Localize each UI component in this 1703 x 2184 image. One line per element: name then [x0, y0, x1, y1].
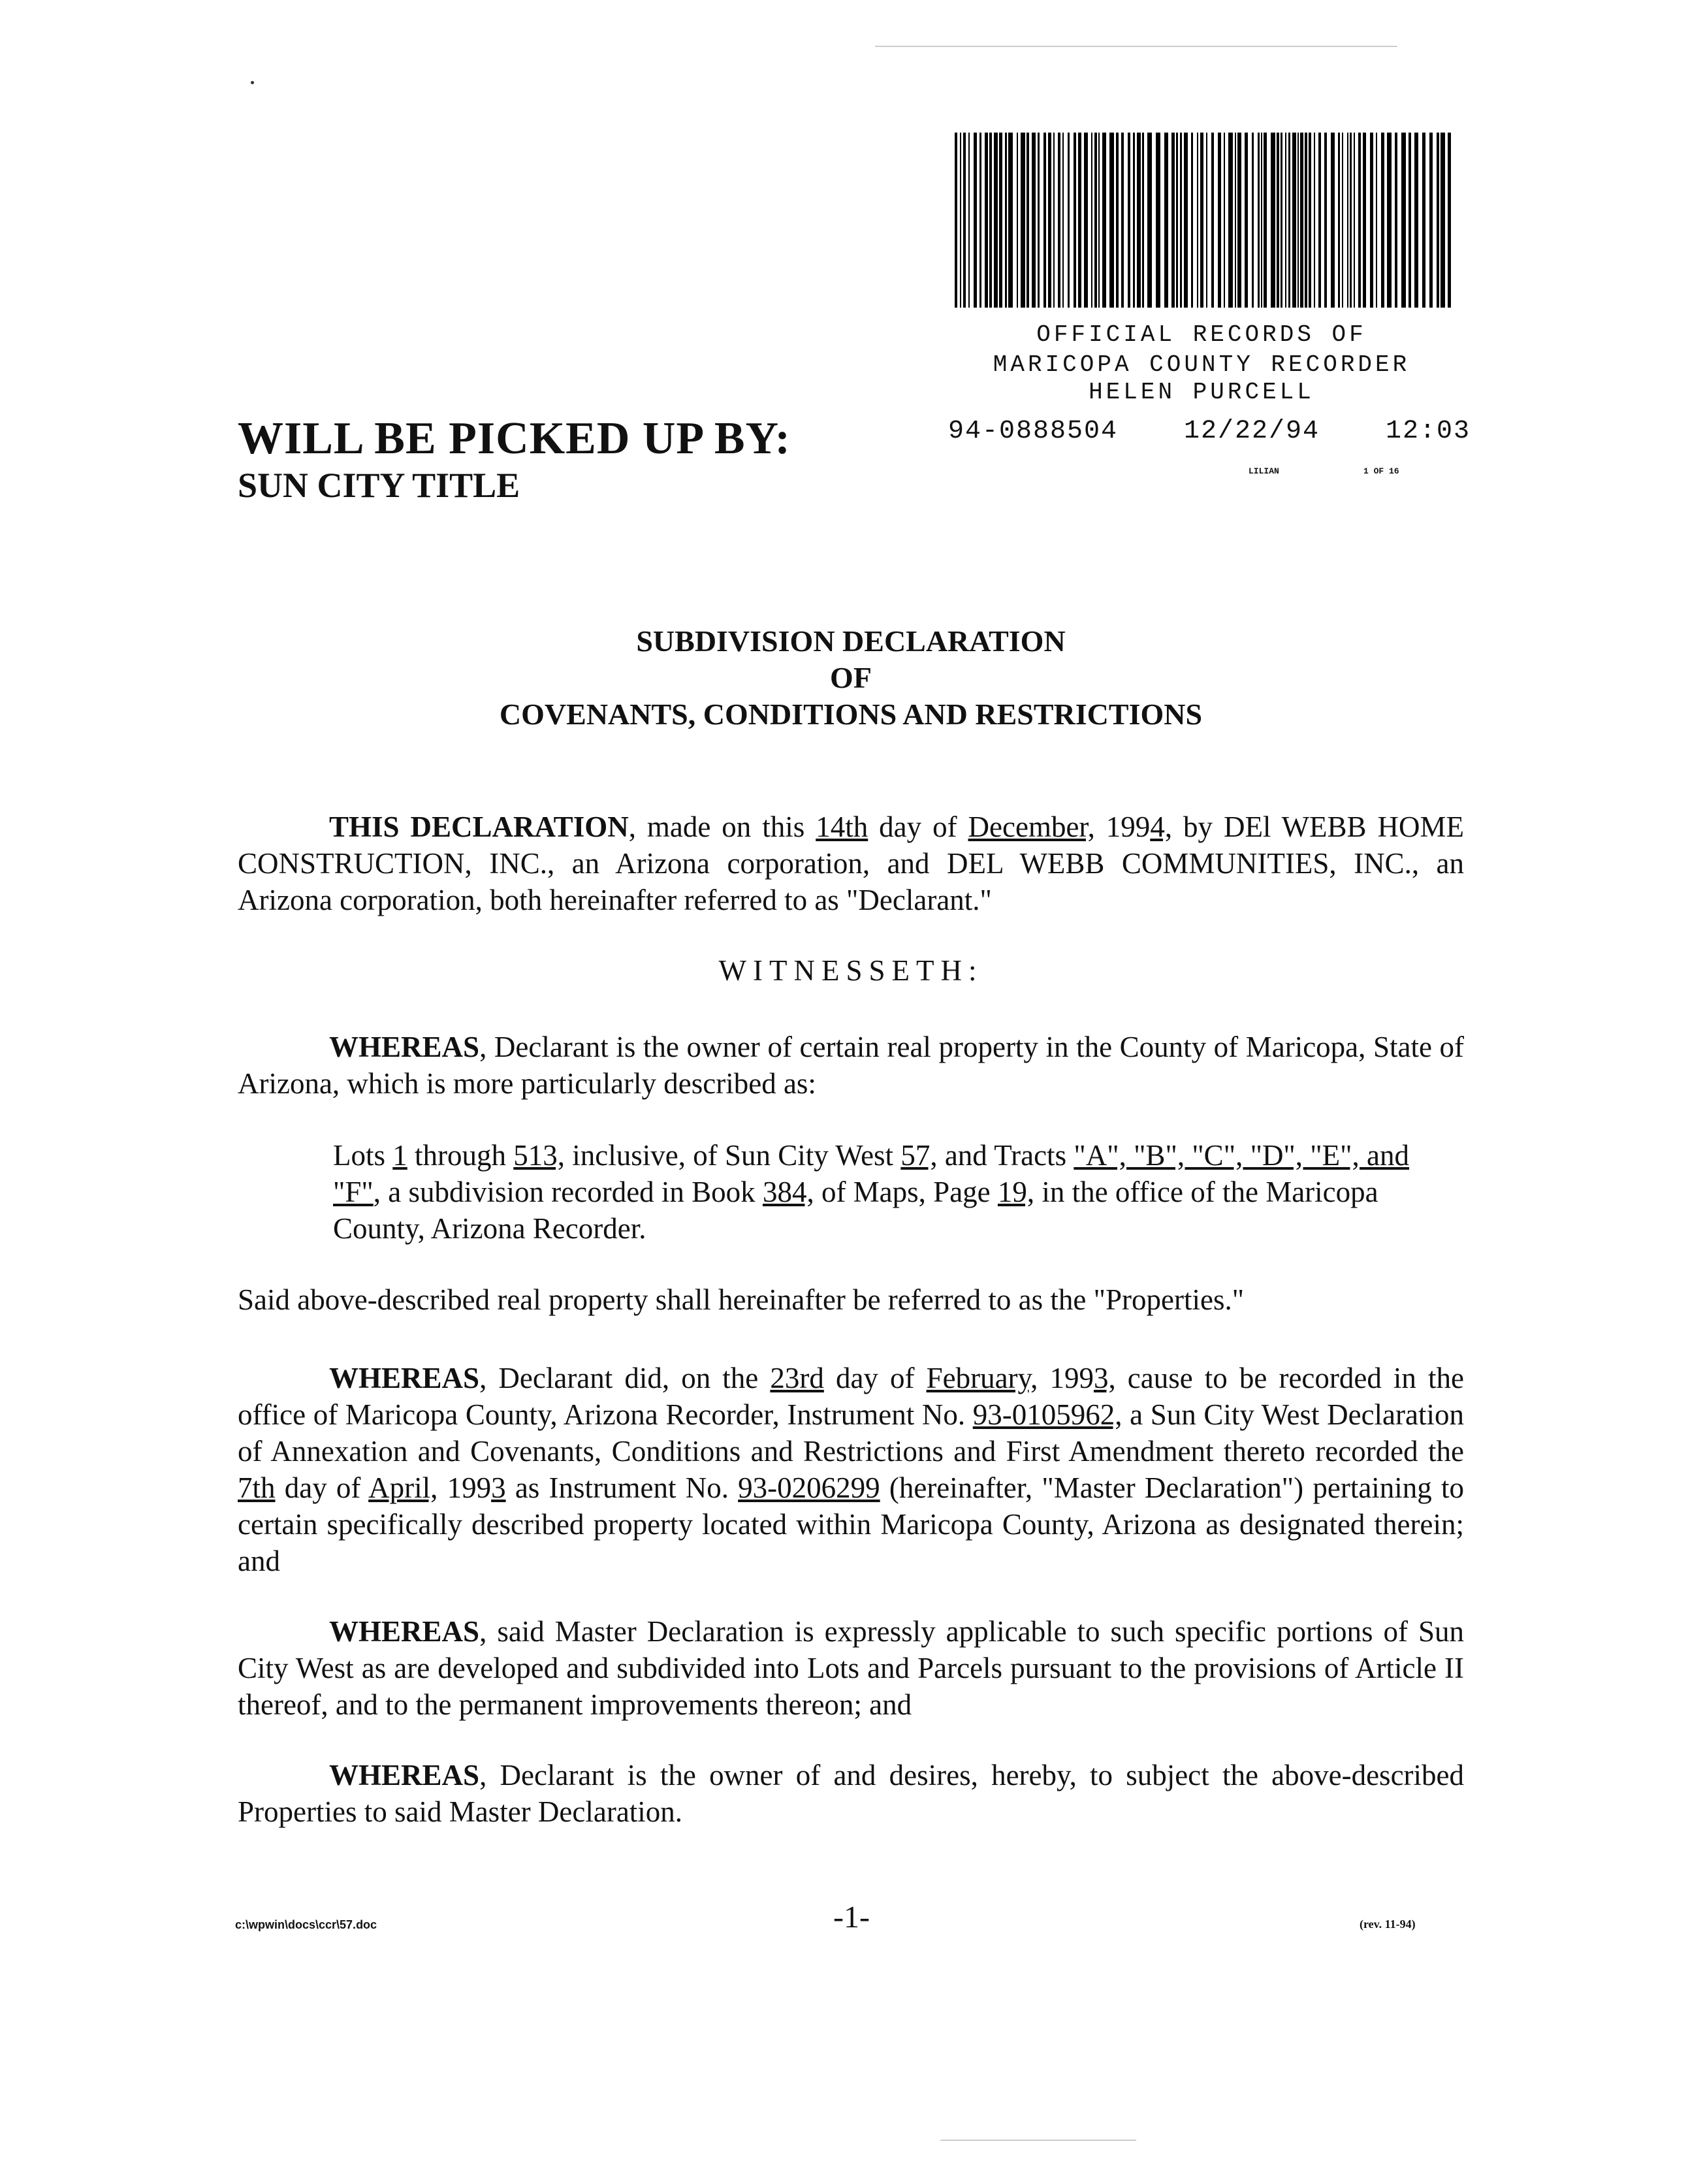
barcode-bar	[1171, 133, 1175, 308]
declaration-year-digit: 4,	[1150, 811, 1173, 843]
barcode-bar	[1206, 133, 1207, 308]
barcode-bar	[1350, 133, 1352, 308]
barcode-bar	[1271, 133, 1275, 308]
legal-description: Lots 1 through 513, inclusive, of Sun City West 57, and Tracts "A", "B", "C", "D", "E", and "F", a subdivision recorded in Book 384, of Maps, Page 19, in the office of the Maricopa County, Arizona Recorder.	[333, 1139, 1410, 1245]
barcode-bar	[1091, 133, 1092, 308]
barcode-bar	[1048, 133, 1051, 308]
barcode-bar	[1058, 133, 1060, 308]
barcode-bar	[1147, 133, 1152, 308]
barcode-bar	[963, 133, 966, 308]
document-title-line-2: OF	[830, 661, 872, 694]
barcode-bar	[1109, 133, 1114, 308]
file-path: c:\wpwin\docs\ccr\57.doc	[235, 1918, 377, 1931]
barcode-bar	[1252, 133, 1254, 308]
barcode-bar	[1314, 133, 1315, 308]
recording-info-line	[948, 417, 1471, 446]
barcode-bar	[1053, 133, 1055, 308]
document-title-line-1: SUBDIVISION DECLARATION	[636, 624, 1066, 658]
book-number: 384,	[762, 1176, 814, 1208]
scan-speck	[251, 81, 254, 84]
barcode-bar	[1288, 133, 1290, 308]
barcode-bar	[1235, 133, 1236, 308]
document-title-line-3: COVENANTS, CONDITIONS AND RESTRICTIONS	[499, 698, 1203, 731]
barcode-bar	[1021, 133, 1025, 308]
lot-to: 513,	[513, 1139, 565, 1172]
barcode-bar	[1084, 133, 1088, 308]
whereas-paragraph-2: WHEREAS, Declarant did, on the 23rd day of February, 1993, cause to be recorded in the office of Maricopa County, Arizona Recorder, Instrument No. 93-0105962, a Sun City West Declaration of Annexation and Covenants, Conditions and Restrictions and First Amendment thereto recorded the 7th day of April, 1993 as Instrument No. 93-0206299 (hereinafter, "Master Declaration") pertaining to certain specifically described property located within Maricopa County, Arizona as designated therein; and	[238, 1362, 1465, 1577]
barcode-bar	[1381, 133, 1384, 308]
barcode-bar	[1197, 133, 1198, 308]
barcode-bar	[1437, 133, 1439, 308]
barcode-bar	[1370, 133, 1373, 308]
barcode-bar	[999, 133, 1002, 308]
barcode-bar	[1285, 133, 1286, 308]
unit-number: 57,	[900, 1139, 938, 1172]
declaration-month: December,	[968, 811, 1095, 843]
scan-artifact-bottom	[940, 2140, 1136, 2141]
barcode-bar	[979, 133, 981, 308]
barcode-bar	[1102, 133, 1106, 308]
barcode-bar	[1338, 133, 1340, 308]
barcode-bar	[1224, 133, 1225, 308]
barcode-bar	[1414, 133, 1418, 308]
whereas-paragraph-4: WHEREAS, Declarant is the owner of and desires, hereby, to subject the above-described Properties to said Master Declaration.	[238, 1759, 1464, 1828]
barcode-bar	[985, 133, 988, 308]
barcode-bar	[1297, 133, 1299, 308]
barcode-bar	[955, 133, 957, 308]
barcode-bar	[1133, 133, 1135, 308]
intro-paragraph: THIS DECLARATION, made on this 14th day of December, 1994, by DEl WEBB HOME CONSTRUCTION, INC., an Arizona corporation, and DEL WEBB COMMUNITIES, INC., an Arizona corporation, both hereinafter referred to as "Declarant."	[238, 811, 1465, 916]
barcode-bar	[1017, 133, 1018, 308]
intro-lead: THIS DECLARATION	[329, 811, 629, 843]
barcode-bar	[1387, 133, 1392, 308]
barcode-bar	[1309, 133, 1311, 308]
barcode-bar	[1324, 133, 1327, 308]
barcode-bar	[1116, 133, 1119, 308]
barcode-bar	[1342, 133, 1343, 308]
barcode-bar	[1005, 133, 1007, 308]
recorder-stamp-line-2: MARICOPA COUNTY RECORDER	[993, 351, 1410, 378]
recording-clerk: LILIAN	[1249, 466, 1279, 476]
instrument-reference-2: 93-0206299	[738, 1471, 880, 1504]
barcode-bar	[1422, 133, 1425, 308]
declaration-day: 14th	[816, 811, 868, 843]
barcode-bar	[968, 133, 970, 308]
scan-artifact-top	[875, 46, 1397, 47]
barcode-bar	[1331, 133, 1335, 308]
barcode-bar	[1363, 133, 1366, 308]
whereas-paragraph-1: WHEREAS, Declarant is the owner of certain real property in the County of Maricopa, State of Arizona, which is more particularly described as:	[238, 1031, 1464, 1100]
barcode-bar	[1245, 133, 1248, 308]
barcode-bar	[1098, 133, 1100, 308]
instrument-reference-1: 93-0105962,	[972, 1398, 1122, 1431]
witnesseth-heading: WITNESSETH:	[718, 954, 983, 987]
recorder-stamp-line-3: HELEN PURCELL	[1089, 379, 1314, 406]
barcode-bar	[1264, 133, 1267, 308]
barcode-bar	[1292, 133, 1296, 308]
barcode-bar	[1281, 133, 1282, 308]
barcode-bar	[1191, 133, 1193, 308]
barcode-bar	[1211, 133, 1214, 308]
barcode-bar	[1184, 133, 1188, 308]
barcode-bar	[1008, 133, 1013, 308]
barcode-bar	[1409, 133, 1411, 308]
pickup-company: SUN CITY TITLE	[238, 466, 520, 505]
barcode-bar	[1074, 133, 1076, 308]
barcode-bar	[1448, 133, 1451, 308]
recording-page-count: 1 OF 16	[1363, 466, 1399, 476]
pickup-title: WILL BE PICKED UP BY:	[238, 413, 791, 464]
barcode-bar	[1358, 133, 1361, 308]
barcode-bar	[1038, 133, 1040, 308]
whereas-paragraph-3: WHEREAS, said Master Declaration is expressly applicable to such specific portions of Sun City West as are developed and subdivided into Lots and Parcels pursuant to the provisions of Article II thereof, and to the permanent improvements thereon; and	[238, 1615, 1464, 1721]
properties-definition: Said above-described real property shall hereinafter be referred to as the "Properties."	[238, 1283, 1245, 1316]
barcode-bar	[1300, 133, 1303, 308]
instrument-number: 94-0888504	[948, 417, 1119, 446]
barcode-bar	[960, 133, 961, 308]
barcode-bar	[1094, 133, 1097, 308]
barcode-bar	[1440, 133, 1445, 308]
barcode-bar	[1078, 133, 1081, 308]
barcode-bar	[989, 133, 992, 308]
page-number: 19,	[997, 1176, 1035, 1208]
barcode-bar	[1128, 133, 1130, 308]
barcode-bar	[1180, 133, 1182, 308]
barcode-bar	[1261, 133, 1262, 308]
barcode-bar	[1258, 133, 1260, 308]
barcode-bar	[1142, 133, 1144, 308]
barcode-bar	[1318, 133, 1321, 308]
barcode-bar	[1032, 133, 1036, 308]
barcode-bar	[1228, 133, 1233, 308]
barcode-bar	[1121, 133, 1124, 308]
barcode-bar	[1218, 133, 1221, 308]
barcode-bar	[1277, 133, 1279, 308]
barcode-bar	[1354, 133, 1355, 308]
barcode-bar	[1237, 133, 1241, 308]
barcode-bar	[1305, 133, 1307, 308]
revision-note: (rev. 11-94)	[1360, 1918, 1416, 1931]
barcode-bar	[1395, 133, 1397, 308]
barcode-bar	[974, 133, 977, 308]
barcode-bar	[1200, 133, 1203, 308]
recorder-stamp-line-1: OFFICIAL RECORDS OF	[1036, 321, 1367, 348]
barcode-bar	[1347, 133, 1348, 308]
barcode-bar	[1176, 133, 1178, 308]
barcode-bar	[1027, 133, 1029, 308]
lot-from: 1	[392, 1139, 407, 1172]
barcode-bar	[1164, 133, 1168, 308]
recording-time: 12:03	[1385, 417, 1471, 446]
barcode-bar	[1156, 133, 1160, 308]
barcode-bar	[994, 133, 998, 308]
recording-date: 12/22/94	[1183, 417, 1320, 446]
barcode-bar	[1062, 133, 1064, 308]
barcode-bar	[1376, 133, 1377, 308]
barcode-bar	[1429, 133, 1433, 308]
barcode-bar	[1043, 133, 1046, 308]
barcode	[955, 133, 1452, 308]
barcode-bar	[1137, 133, 1141, 308]
tracts: "A", "B", "C", "D", "E", and "F"	[333, 1139, 1410, 1208]
barcode-bar	[1401, 133, 1406, 308]
barcode-bar	[1068, 133, 1070, 308]
page-number-footer: -1-	[833, 1900, 870, 1935]
